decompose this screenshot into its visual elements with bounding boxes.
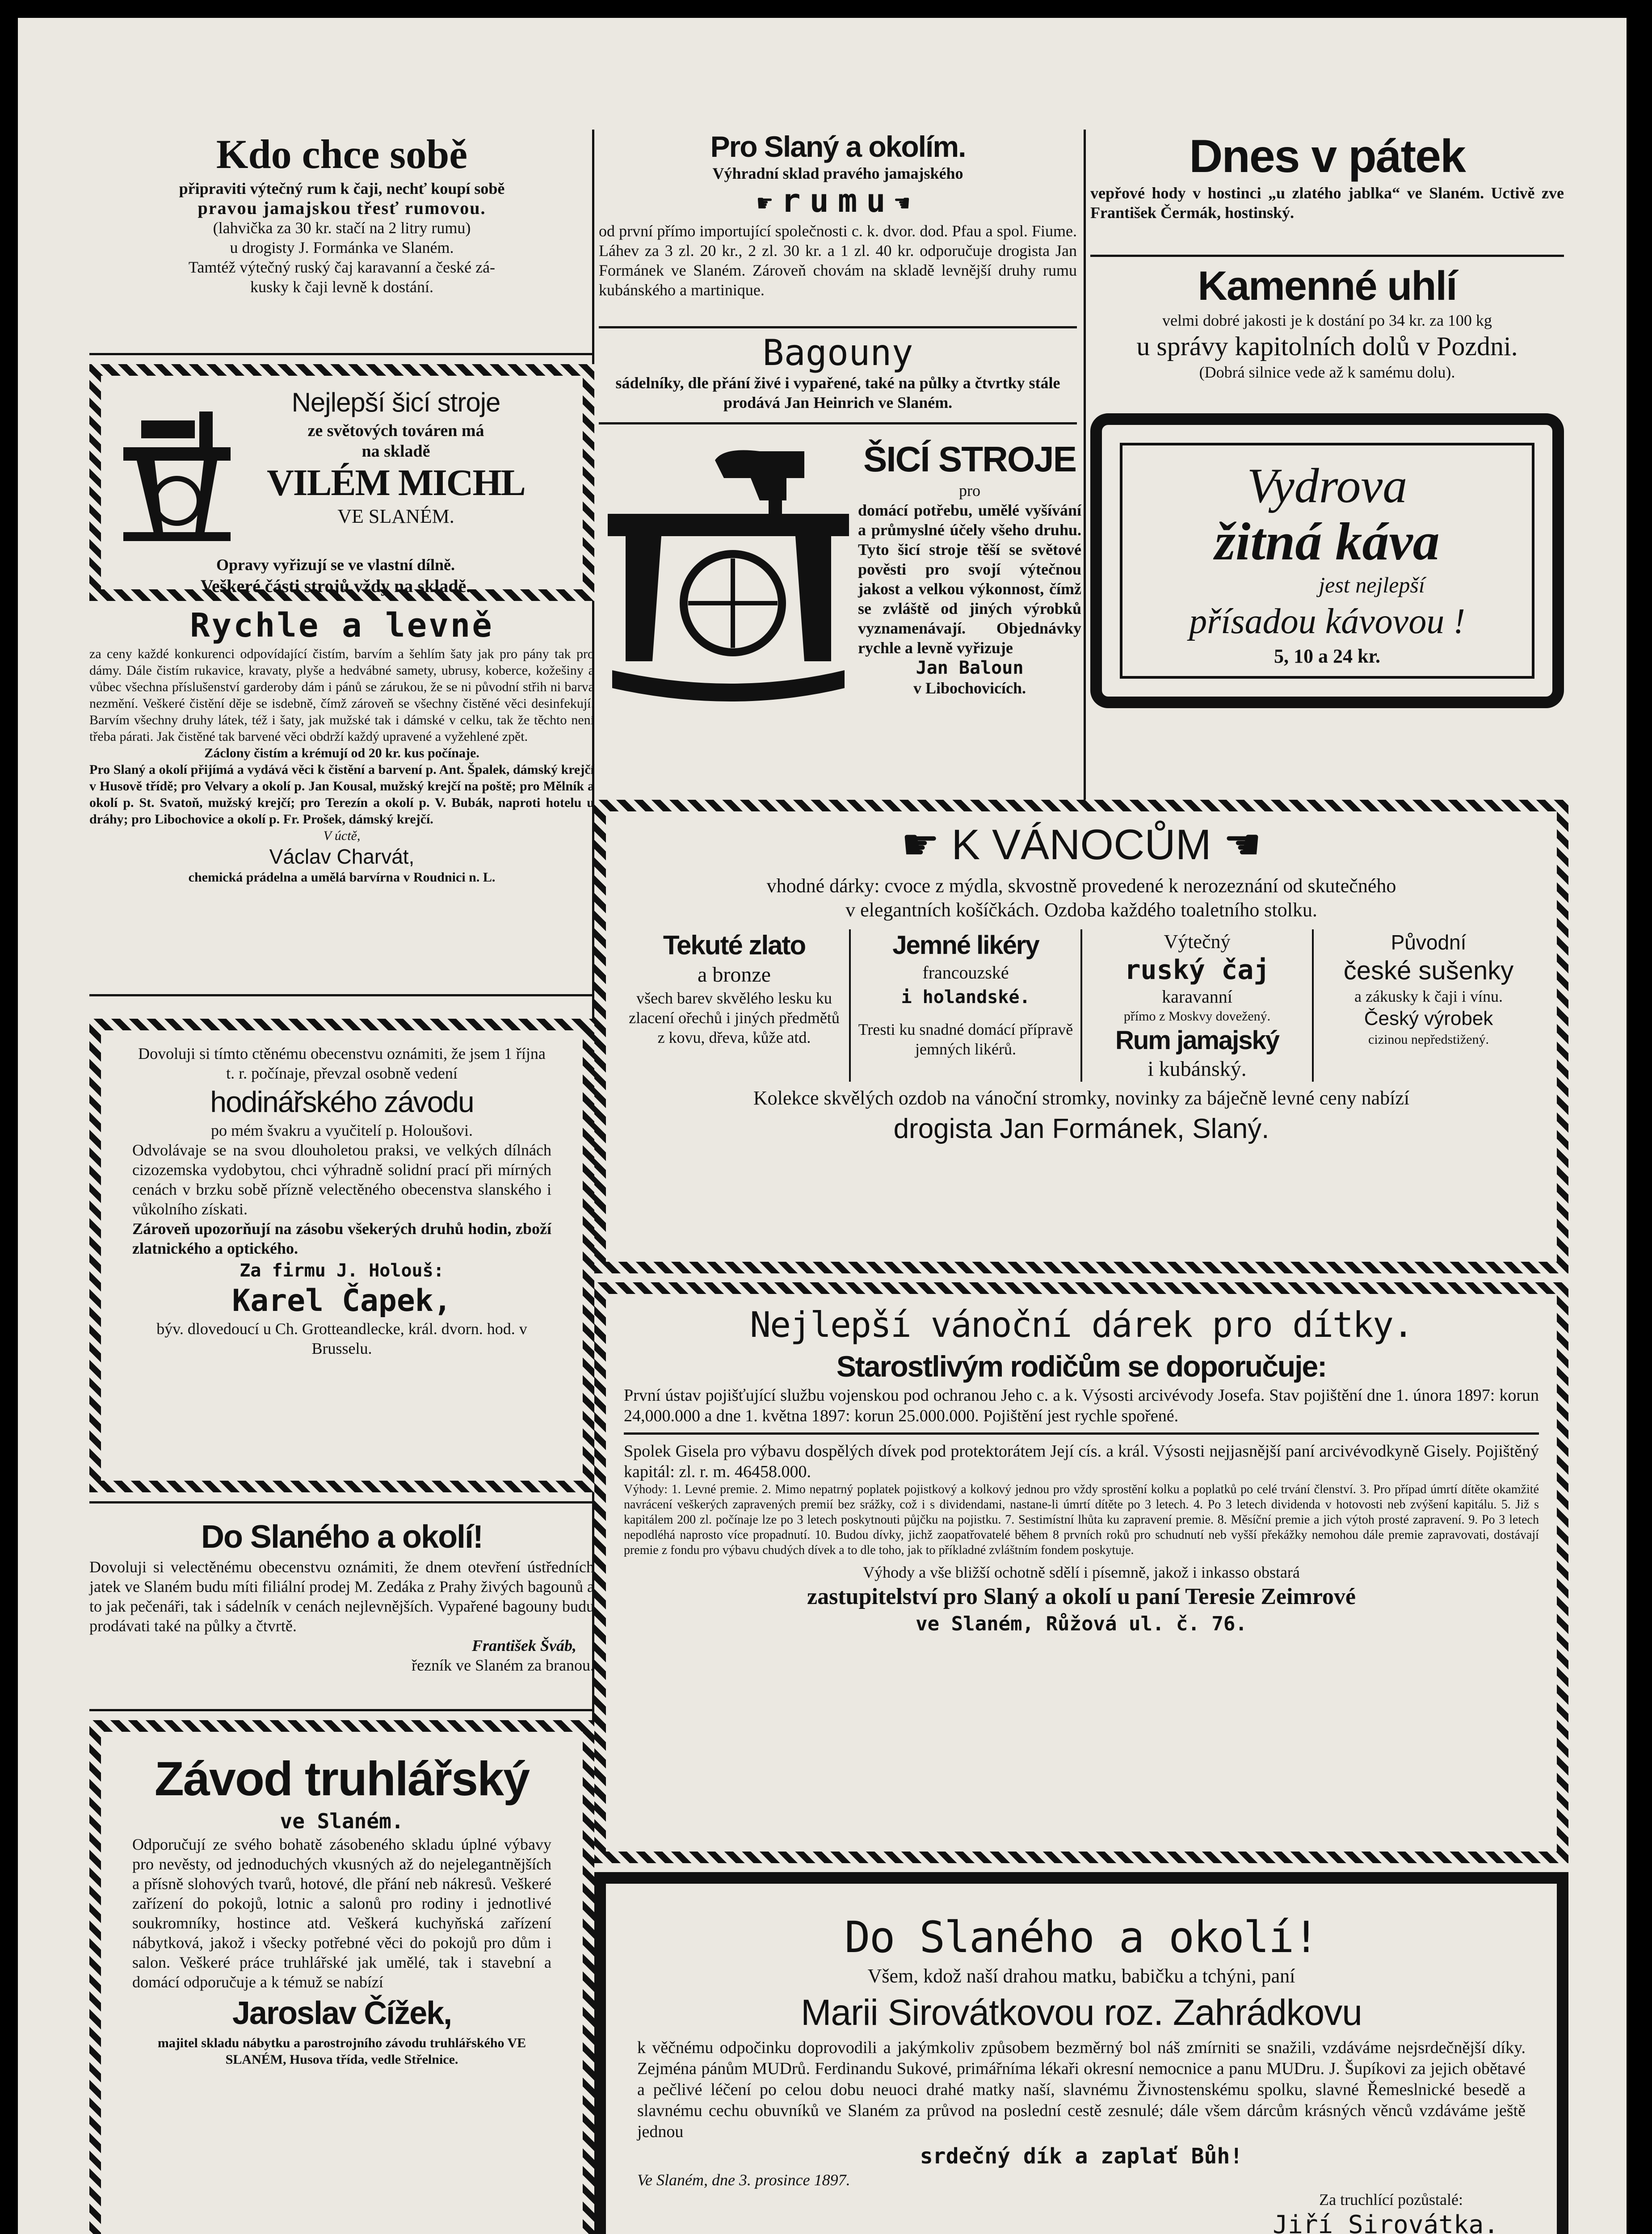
ad-cizek-name: Jaroslav Čížek, xyxy=(232,1995,452,2031)
ad-charvat-place: chemická prádelna a umělá barvírna v Roudnici n. L. xyxy=(188,870,496,885)
ad-vanoce-col-susenky xyxy=(1314,929,1543,1082)
ad-vanoce-col-caj xyxy=(1082,929,1314,1082)
ad-rum xyxy=(89,130,594,353)
left-column xyxy=(89,130,594,2234)
ad-michl xyxy=(89,364,594,601)
ad-charvat-agents: Pro Slaný a okolí přijímá a vydává věci k čistění a barvení p. Ant. Špalek, dámský krejčí v Husově třídě; pro Velvary a okolí p. Jan Kousal, mužský krejčí na poště; pro Mělník a okolí p. St. Svatoň, mužský krejčí; pro Terezín a okolí p. V. Bubák, naproti hotelu u dráhy; pro Libochovice a okolí p. Fr. Prošek, dámský krejčí. xyxy=(89,762,594,827)
ad-capek-line: Odvolávaje se na svou dlouholetou praksi, ve velkých dílnách cizozemska vydobytou, chci výhradně solidní prací při mírných cenách v brzku sobě přízně velectěného obecenstva slanského i vůkolního získati. xyxy=(132,1141,551,1218)
ad-vanoce-col-sub: karavanní xyxy=(1162,987,1232,1007)
ad-kava-prices: 5, 10 a 24 kr. xyxy=(1274,645,1380,667)
ad-vanoce-columns xyxy=(619,929,1543,1082)
ad-vanoce-sign: drogista Jan Formánek, Slaný. xyxy=(893,1113,1269,1144)
ad-darek-paragraph: První ústav pojišťující službu vojenskou pod ochranou Jeho c. a k. Výsosti arcivévody Josefa. Stav pojištění dne 1. února 1897: korun 24,000.000 a dne 1. května 1897: korun 25.000.000. Pojištění jest rychle spořené. xyxy=(624,1386,1539,1425)
ad-michl-line: na skladě xyxy=(362,442,430,461)
ad-cizek xyxy=(89,1720,594,2234)
ad-heinrich-body: sádelníky, dle přání živé i vypařené, také na půlky a čtvrtky stále prodává Jan Heinrich ve Slaném. xyxy=(615,374,1060,412)
ad-darek-paragraph: Výhody a vše bližší ochotně sdělí i písemně, jakož i inkasso obstará xyxy=(863,1563,1300,1581)
ad-uhli-title: Kamenné uhlí xyxy=(1198,263,1457,309)
ad-vanoce-col-sub: a zákusky k čaji i vínu. xyxy=(1354,987,1503,1005)
ad-vanoce-title-row xyxy=(619,816,1543,874)
ad-krumu-body: od první přímo importující společnosti c. k. dvor. dod. Pfau a spol. Fiume. Láhev za 3 zl. 20 kr., 2 zl. 30 kr. a 1 zl. 40 kr. odporučuje drogista Jan Formánek ve Slaném. Zároveň chovám na skladě levnější druhy rumu kubánského a martinique. xyxy=(599,222,1077,299)
ad-svab-title: Do Slaného a okolí! xyxy=(201,1519,483,1555)
ad-vanoce-col-likery xyxy=(851,929,1082,1082)
ad-baloun-place: v Libochovicích. xyxy=(913,679,1026,697)
ad-darek-address: ve Slaném, Růžová ul. č. 76. xyxy=(916,1613,1247,1635)
ad-charvat-body: za ceny každé konkurenci odpovídající čistím, barvím a šehlím šaty jak pro pány tak pro dámy. Dále čistím rukavice, kravaty, plyše a hedvábné samety, ubrusy, koberce, kožešiny a vůbec všechna příslušenství garderoby dám i pánů se zárukou, že se ni původní střih ni barva nezmění. Veškeré čistění děje se isdebně, čímž zároveň se všechny čistěné věci desinfekují. Barvím všechny druhy látek, též i šaty, jak mužské tak i dámské v celku, tak že těchto není třeba párati. Jak čistěné tak barvené věci obdrží každý upravené a vyžehlené zpět. xyxy=(89,647,594,744)
ad-cizek-body: Odporučují ze svého bohatě zásobeného skladu úplné výbavy pro nevěsty, od jednoduchých vkusných až do nejelegantnějších a přísně slohových tvarů, hotové, dle přání neb nákresů. Veškeré zařízení do pokojů, lotnic a salonů pro rodiny i jednotlivé soukromníky, hostince atd. Veškerá kuchyňská zařízení nábytková, jakož i všecky potřebné věci do pokojů pro dům i salon. Veškeré práce truhlářské jak umělé, tak i stavební a domácí odporučuje a k témuž se nabízí xyxy=(132,1835,551,1991)
sewing-machine-image xyxy=(110,394,244,546)
ad-capek-line: po mém švakru a vyučitelí p. Holoušovi. xyxy=(211,1121,473,1139)
ad-capek-line: Zároveň upozorňují na zásobu všekerých druhů hodin, zboží zlatnického a optického. xyxy=(132,1220,551,1257)
ad-charvat-title: Rychle a levně xyxy=(190,606,494,645)
ad-baloun xyxy=(599,424,1081,755)
ad-krumu-line: Výhradní sklad pravého jamajského xyxy=(712,164,963,182)
ad-darek xyxy=(594,1282,1568,1863)
ad-dekovani-name: Marii Sirovátkovou roz. Zahrádkovu xyxy=(801,1992,1362,2033)
ad-cizek-sub: ve Slaném. xyxy=(280,1809,404,1833)
sewing-machine-table-image xyxy=(599,442,849,719)
ad-krumu-title: Pro Slaný a okolím. xyxy=(710,130,966,163)
ad-baloun-title: ŠICÍ STROJE xyxy=(863,439,1076,479)
ad-dekovani xyxy=(594,1872,1568,2234)
ad-vanoce-col-sub: i kubánský. xyxy=(1148,1057,1247,1081)
ad-charvat-name: Václav Charvát, xyxy=(269,845,415,868)
ad-dekovani-date: Ve Slaném, dne 3. prosince 1897. xyxy=(637,2171,850,2189)
ad-rum-title: Kdo chce sobě xyxy=(216,131,468,177)
ad-dekovani-signature: Jiří Sirovátka. xyxy=(1273,2210,1499,2234)
ad-rum-line: Tamtéž výtečný ruský čaj karavanní a české zá- xyxy=(188,258,496,276)
ad-vanoce-line: Kolekce skvělých ozdob na vánoční stromky, novinky za báječně levné ceny nabízí xyxy=(753,1087,1410,1109)
pointing-hand-icon: ☚ xyxy=(894,189,919,218)
ad-darek-agent: zastupitelství pro Slaný a okolí u paní Teresie Zeimrové xyxy=(807,1584,1356,1609)
ad-vanoce-col-gold xyxy=(619,929,851,1082)
ad-baloun-line: pro xyxy=(959,482,980,500)
ad-uhli-line: (Dobrá silnice vede až k samému dolu). xyxy=(1199,363,1455,381)
ad-kava-product: žitná káva xyxy=(1215,512,1440,571)
ad-vanoce-col-sub: a bronze xyxy=(698,963,771,987)
ad-heinrich xyxy=(599,328,1077,422)
ad-dekovani-body: k věčnému odpočinku doprovodili a jakýmkoliv způsobem bezměrný bol náš zmírniti se snažili, vzdáváme nejsrdečnější díky. Zejména pánům MUDrů. Ferdinandu Sukové, primářníma lékaři okresní nemocnice a panu MUDru. J. Šupíkovi za jejich obětavé a pečlivé léčení po celou dobu neuoci drahé matky naší, slavnému Živnostenskému spolku, slavné Řemeslnické besedě a slavnému cechu obuvníků ve Slaném za průvod na poslední cestě zesnulé; dále všem dárcům krásných věnců vzdáváme ještě jednou xyxy=(637,2038,1526,2141)
ad-heinrich-title: Bagouny xyxy=(762,332,913,374)
ad-vanoce-title: K VÁNOCŮM xyxy=(951,821,1211,869)
ad-capek-firm: Za firmu J. Holouš: xyxy=(240,1260,444,1281)
ad-vanoce-col-sub: české sušenky xyxy=(1343,956,1514,985)
ad-capek-line: Dovoluji si tímto ctěnému obecenstvu oznámiti, že jsem 1 října t. r. počínaje, převzal osobně vedení xyxy=(138,1045,546,1082)
ad-cizek-foot: majitel skladu nábytku a parostrojního závodu truhlářského VE SLANÉM, Husova třída, vedle Střelnice. xyxy=(157,2036,526,2067)
ad-rum-line: pravou jamajskou třesť rumovou. xyxy=(198,198,486,218)
ad-dekovani-line: Všem, kdož naší drahou matku, babičku a tchýni, paní xyxy=(867,1965,1295,1987)
ad-vanoce-col-sub: Český výrobek xyxy=(1364,1008,1493,1029)
pointing-hand-icon: ☚ xyxy=(1223,821,1262,869)
ad-vanoce-col-title: Tekuté zlato xyxy=(663,930,806,960)
ad-vanoce-line: v elegantních košíčkách. Ozdoba každého toaletního stolku. xyxy=(845,899,1317,921)
ad-michl-town: VE SLANÉM. xyxy=(337,505,454,527)
ad-capek xyxy=(89,1019,594,1492)
ad-vanoce-col-sub: ruský čaj xyxy=(1124,954,1270,986)
ad-svab-name: František Šváb, xyxy=(471,1637,576,1655)
ad-vanoce-col-sub: cizinou nepředstižený. xyxy=(1368,1032,1489,1047)
ad-dekovani-thanks: srdečný dík a zaplať Bůh! xyxy=(920,2144,1243,2169)
ad-vanoce-line: vhodné dárky: cvoce z mýdla, skvostně provedené k nerozeznání od skutečného xyxy=(766,875,1396,897)
ad-uhli xyxy=(1090,257,1564,404)
ad-vanoce-col-sub: přímo z Moskvy dovežený. xyxy=(1123,1009,1271,1024)
ad-michl-headline: Nejlepší šicí stroje xyxy=(291,387,500,417)
ad-vanoce-col-body: všech barev skvělého lesku ku zlacení ořechů i jiných předmětů z kovu, dřeva, kůže atd. xyxy=(629,989,840,1046)
ad-svab-body: Dovoluji si velectěnému obecenstvu oznámiti, že dnem otevření ústředních jatek ve Slaném budu míti filiální prodej M. Zedáka z Prahy živých bagounů a to jak pečenáři, tak i sádelník v cenách nejlevnějších. Vypařené bagouny budu prodávati také na půlky a čtvrtě. xyxy=(89,1558,594,1635)
ad-kava xyxy=(1090,413,1564,708)
ad-dekovani-signature-intro: Za truchlící pozůstalé: xyxy=(1319,2191,1463,2209)
ad-kava-brand: Vydrova xyxy=(1247,458,1408,513)
ad-baloun-name: Jan Baloun xyxy=(916,658,1024,678)
newspaper-page xyxy=(18,18,1627,2234)
ad-cermak-title: Dnes v pátek xyxy=(1189,130,1465,182)
ad-svab xyxy=(89,1503,594,1709)
pointing-hand-icon: ☛ xyxy=(757,189,782,218)
ad-vanoce-col-sub: Rum jamajský xyxy=(1115,1026,1279,1055)
ad-cermak xyxy=(1090,130,1564,255)
ad-vanoce-col-title: Jemné likéry xyxy=(892,931,1039,960)
ad-rum-line: (lahvička za 30 kr. stačí na 2 litry rumu) xyxy=(213,219,471,237)
ad-vanoce-col-sub: francouzské xyxy=(922,962,1009,983)
ad-vanoce-col-sub: i holandské. xyxy=(901,987,1030,1008)
ad-charvat xyxy=(89,605,594,990)
ad-cizek-title: Závod truhlářský xyxy=(154,1751,530,1806)
ad-darek-sub: Starostlivým rodičům se doporučuje: xyxy=(836,1350,1327,1383)
right-column xyxy=(1086,130,1568,708)
ad-michl-line: Veškeré části strojů vždy na skladě. xyxy=(200,576,471,596)
ad-michl-name: VILÉM MICHL xyxy=(267,462,525,504)
ad-cermak-body: vepřové hody v hostinci „u zlatého jablka“ ve Slaném. Uctivě zve František Čermák, hostinský. xyxy=(1090,184,1564,222)
ad-rum-line: u drogisty J. Formánka ve Slaném. xyxy=(230,239,454,256)
ad-svab-place: řezník ve Slaném za branou. xyxy=(412,1656,594,1674)
ad-kava-line: jest nejlepší xyxy=(1319,572,1425,597)
middle-column xyxy=(594,130,1081,755)
ad-krumu-word-text: rumu xyxy=(781,182,895,219)
ad-michl-line: Opravy vyřizují se ve vlastní dílně. xyxy=(216,556,455,574)
ad-vanoce xyxy=(594,800,1568,1273)
ad-vanoce-col-title: Výtečný xyxy=(1164,931,1231,953)
ad-capek-name: Karel Čapek, xyxy=(232,1283,452,1319)
ad-krumu xyxy=(599,130,1077,326)
ad-kava-line: přísadou kávovou ! xyxy=(1189,602,1465,641)
ad-capek-title: hodinářského závodu xyxy=(210,1085,474,1118)
ad-darek-paragraph: Výhody: 1. Levné premie. 2. Mimo nepatrný poplatek pojistkový a kolkový jednou pro vždy sprostění kolku a poplatků po celé trvání členství. 3. Pro případ úmrtí dítěte okamžité navrácení veškerých zapravených premií bez srážky, což i s dividendami, nastane-li úmrtí dítěte po 3 letech. 4. Po 3 letech dividenda v hotovosti neb zvýšení kapitálu. 5. Již s kapitálem 200 zl. počínaje lze po 3 letech poskytnouti půjčku na pojistku. 7. Sestimístní lhůta ku zapravení premie. 8. Měsíční premie a jich výtoh prosté zapravení. 9. Po 3 letech nepodléhá naprosto více propadnutí. 10. Budou dívky, jichž zaopatřovatelé během 8 prvních roků pro schudnutí neb vyšší překážky nemohou dále premie zapravovati, dostávají premie z fondu pro výbavu chudých dívek a to dle toho, jak to příkladné zvláštním fondem poskytuje. xyxy=(624,1482,1539,1557)
ad-charvat-line: Záclony čistím a krémují od 20 kr. kus počínaje. xyxy=(204,746,479,760)
ad-vanoce-col-title: Původní xyxy=(1391,931,1467,954)
ad-capek-line: býv. dlovedoucí u Ch. Grotteandlecke, král. dvorn. hod. v Brusselu. xyxy=(156,1320,527,1357)
ad-charvat-greet: V úctě, xyxy=(323,828,361,843)
ad-uhli-line: u správy kapitolních dolů v Pozdni. xyxy=(1136,332,1518,361)
ad-rum-line: kusky k čaji levně k dostání. xyxy=(250,278,433,296)
ad-vanoce-col-body: Tresti ku snadné domácí přípravě jemných likérů. xyxy=(858,1020,1073,1058)
ad-krumu-word xyxy=(599,183,1077,221)
ad-rum-line: připraviti výtečný rum k čaji, nechť koupí sobě xyxy=(179,180,505,197)
ad-michl-line: ze světových továren má xyxy=(307,421,484,440)
pointing-hand-icon: ☛ xyxy=(901,821,940,869)
ad-dekovani-title: Do Slaného a okolí! xyxy=(844,1912,1319,1962)
ad-darek-paragraph: Spolek Gisela pro výbavu dospělých dívek pod protektorátem Její cís. a král. Výsosti nejjasnější paní arcivévodkyně Gisely. Pojištěný kapitál: zl. r. m. 46458.000. xyxy=(624,1442,1539,1481)
ad-baloun-body: domácí potřebu, umělé vyšívání a průmyslné účely všeho druhu. Tyto šicí stroje těší se světové pověsti pro svojí výtečnou jakost a velkou výkonnost, čímž se zvláště od jiných výrobků vyznamenávají. Objednávky rychle a levně vyřizuje xyxy=(858,501,1081,657)
ad-darek-title: Nejlepší vánoční dárek pro dítky. xyxy=(750,1305,1413,1345)
ad-uhli-line: velmi dobré jakosti je k dostání po 34 kr. za 100 kg xyxy=(1162,311,1492,329)
